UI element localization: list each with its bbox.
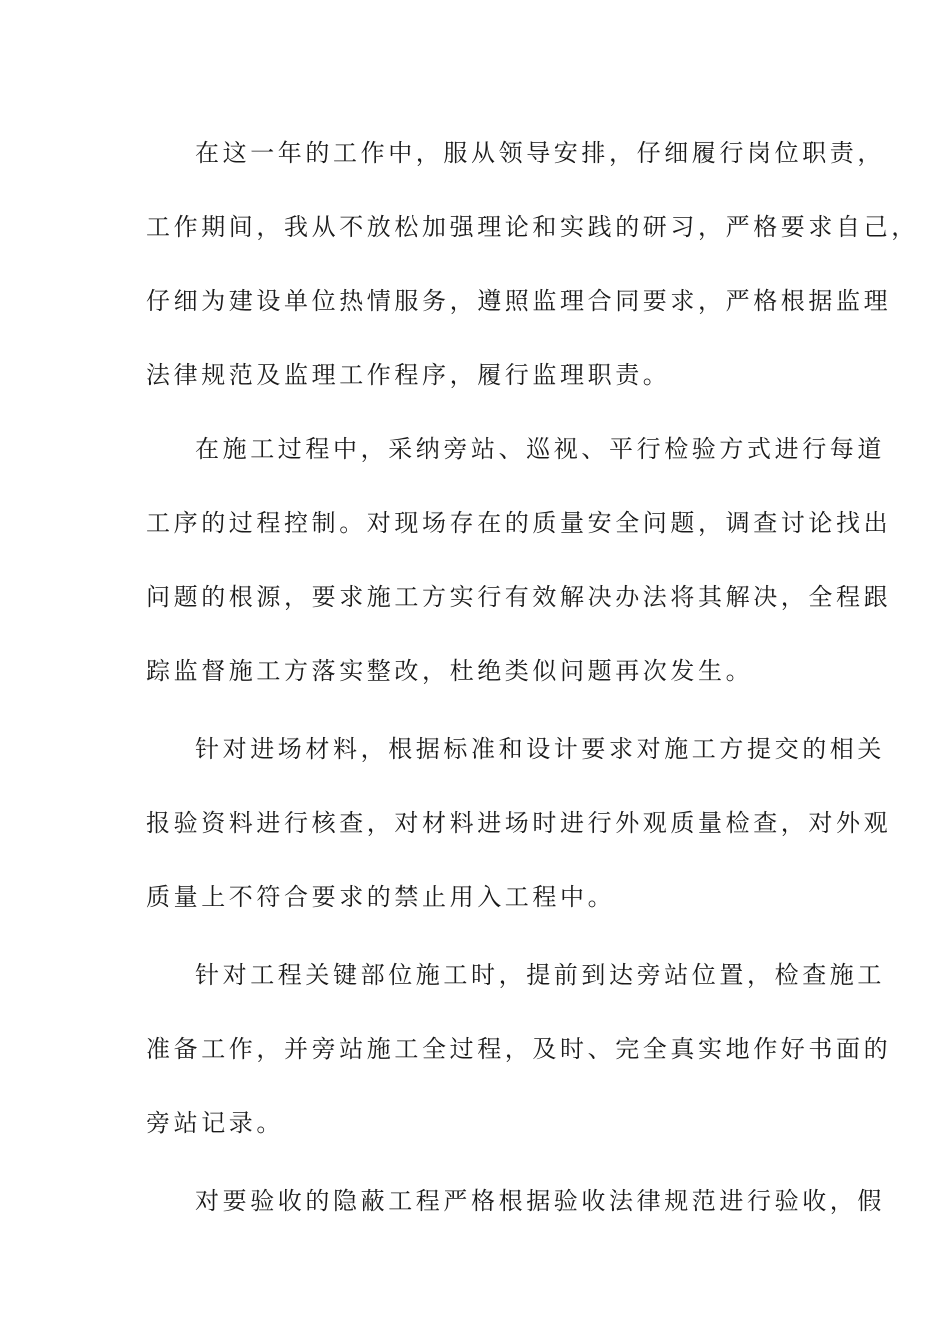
paragraph-3-line-3: 质量上不符合要求的禁止用入工程中。 <box>146 883 616 911</box>
paragraph-3-line-2: 报验资料进行核查，对材料进场时进行外观质量检查，对外观 <box>146 809 892 837</box>
paragraph-3-line-1: 针对进场材料，根据标准和设计要求对施工方提交的相关 <box>195 735 885 763</box>
paragraph-1-line-2: 工作期间，我从不放松加强理论和实践的研习，严格要求自己， <box>146 213 919 241</box>
paragraph-2-line-2: 工序的过程控制。对现场存在的质量安全问题，调查讨论找出 <box>146 509 892 537</box>
paragraph-1-line-3: 仔细为建设单位热情服务，遵照监理合同要求，严格根据监理 <box>146 287 892 315</box>
paragraph-2-line-3: 问题的根源，要求施工方实行有效解决办法将其解决，全程跟 <box>146 583 892 611</box>
paragraph-2-line-4: 踪监督施工方落实整改，杜绝类似问题再次发生。 <box>146 657 754 685</box>
paragraph-5-line-1: 对要验收的隐蔽工程严格根据验收法律规范进行验收，假 <box>195 1187 885 1215</box>
paragraph-2-line-1: 在施工过程中，采纳旁站、巡视、平行检验方式进行每道 <box>195 435 885 463</box>
paragraph-4-line-2: 准备工作，并旁站施工全过程，及时、完全真实地作好书面的 <box>146 1035 892 1063</box>
paragraph-4-line-3: 旁站记录。 <box>146 1109 284 1137</box>
paragraph-1-line-1: 在这一年的工作中，服从领导安排，仔细履行岗位职责， <box>195 139 885 167</box>
paragraph-1-line-4: 法律规范及监理工作程序，履行监理职责。 <box>146 361 671 389</box>
paragraph-4-line-1: 针对工程关键部位施工时，提前到达旁站位置，检查施工 <box>195 961 885 989</box>
